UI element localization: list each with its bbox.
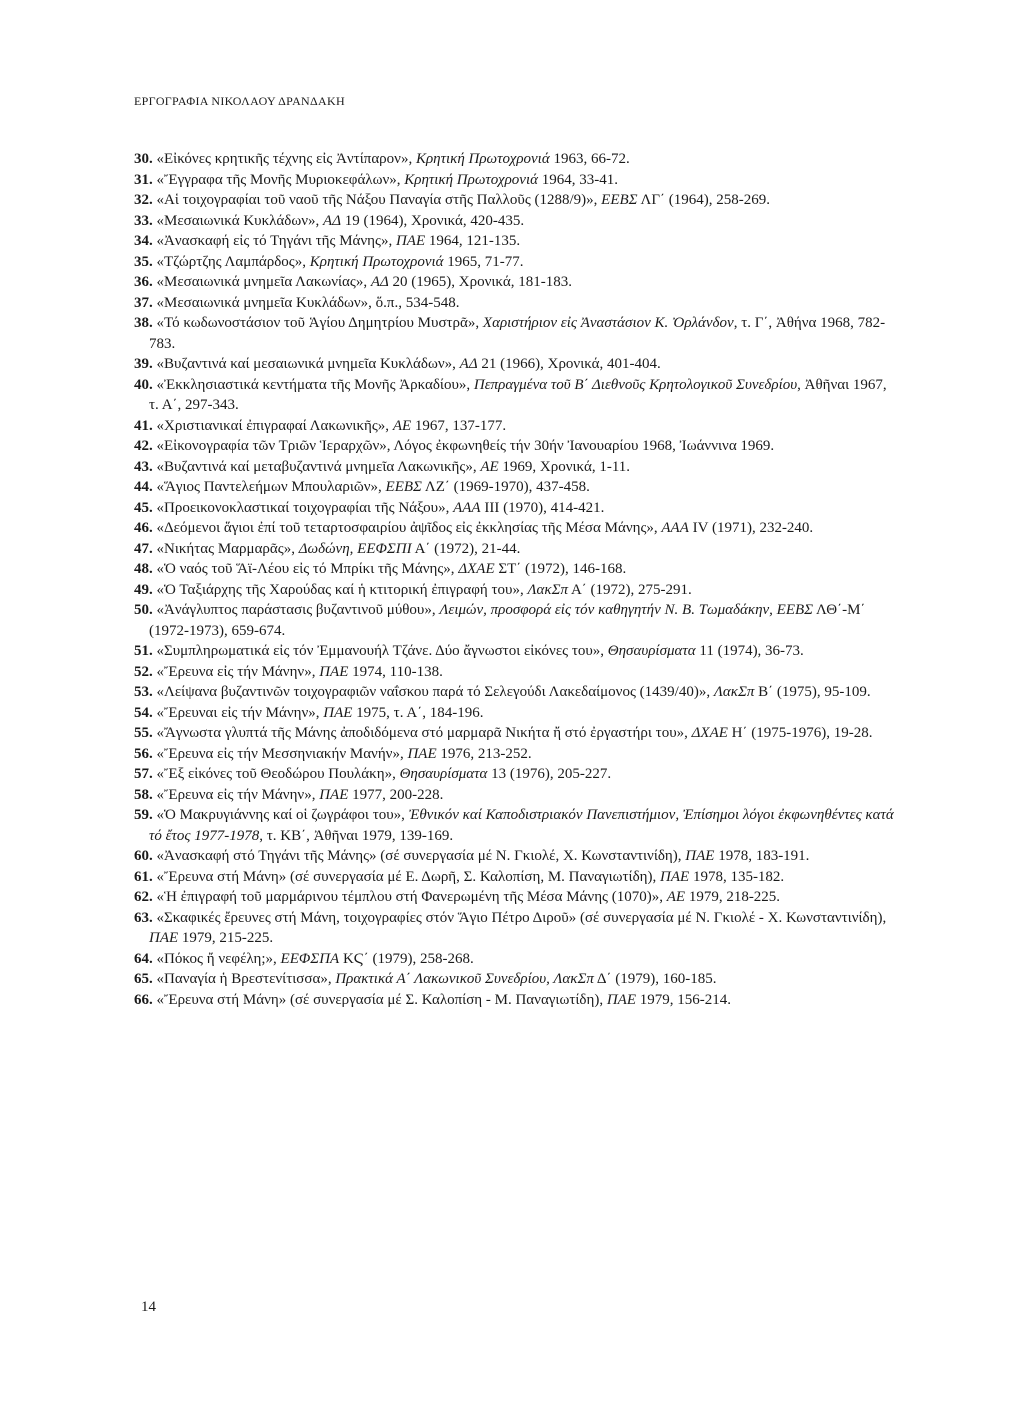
bibliography-entry	[134, 723, 894, 744]
bibliography-entry	[134, 846, 894, 867]
bibliography-entry	[134, 600, 894, 641]
bibliography-entry	[134, 272, 894, 293]
bibliography-entry	[134, 990, 894, 1011]
bibliography-entry	[134, 190, 894, 211]
entry-text: Β΄ (1975), 95-109.	[754, 684, 871, 700]
entry-text: «Ἔρευνα εἰς τήν Μεσσηνιακήν Μανήν»,	[152, 745, 408, 762]
entry-publication: ΑΕ	[666, 889, 686, 905]
entry-number: 60.	[134, 848, 153, 864]
entry-text: ΛΘ΄-Μ΄ (1972-1973), 659-674.	[149, 602, 866, 639]
entry-number: 40.	[134, 376, 153, 393]
entry-publication: ΠΑΕ	[319, 663, 349, 680]
entry-text: «Χριστιανικαί ἐπιγραφαί Λακωνικῆς»,	[152, 417, 393, 434]
entry-text: «Τό κωδωνοστάσιον τοῦ Ἁγίου Δημητρίου Μυστρᾶ»,	[152, 315, 483, 331]
entry-text: IV (1971), 232-240.	[688, 520, 814, 536]
entry-number: 62.	[134, 889, 153, 905]
bibliography-entry	[134, 703, 894, 724]
entry-text: «Ὁ ναός τοῦ Ἅϊ-Λέου εἰς τό Μπρίκι τῆς Μάνης»,	[152, 561, 459, 577]
entry-number: 63.	[134, 909, 153, 926]
entry-text: «Πόκος ἤ νεφέλη;»,	[152, 950, 281, 967]
entry-text: «Ἐκκλησιαστικά κεντήματα τῆς Μονῆς Ἀρκαδίου»,	[152, 376, 474, 393]
entry-text: Δ΄ (1979), 160-185.	[593, 971, 717, 987]
entry-text: 1964, 33-41.	[538, 171, 618, 188]
entry-number: 48.	[134, 561, 153, 577]
entry-publication: Κρητική Πρωτοχρονιά	[415, 151, 550, 167]
entry-number: 59.	[134, 807, 153, 823]
bibliography-entry	[134, 539, 894, 560]
entry-number: 54.	[134, 704, 153, 721]
bibliography-entry	[134, 969, 894, 990]
bibliography-entry	[134, 764, 894, 785]
entry-text: 1974, 110-138.	[348, 663, 443, 680]
entry-number: 31.	[134, 171, 153, 188]
entry-number: 49.	[134, 581, 153, 598]
entry-number: 39.	[134, 356, 153, 372]
entry-text: Η΄ (1975-1976), 19-28.	[727, 725, 873, 741]
entry-text: «Βυζαντινά καί μεταβυζαντινά μνημεῖα Λακωνικῆς»,	[152, 458, 481, 475]
entry-text: 1965, 71-77.	[443, 253, 524, 270]
entry-text: ΛΓ΄ (1964), 258-269.	[637, 192, 771, 208]
entry-text: «Ἀνασκαφή στό Τηγάνι τῆς Μάνης» (σέ συνεργασία μέ Ν. Γκιολέ, Χ. Κωνσταντινίδη),	[152, 848, 686, 864]
entry-number: 37.	[134, 294, 153, 311]
entry-publication: Χαριστήριον εἰς Ἀναστάσιον Κ. Ὀρλάνδον	[482, 315, 734, 331]
entry-text: 1976, 213-252.	[436, 745, 532, 762]
entry-number: 51.	[134, 643, 153, 659]
bibliography-entry	[134, 436, 894, 457]
entry-publication: Κρητική Πρωτοχρονιά	[309, 253, 444, 270]
entry-publication: ΑΔ	[370, 274, 389, 290]
bibliography-entry	[134, 805, 894, 846]
entry-text: ΣΤ΄ (1972), 146-168.	[494, 561, 627, 577]
entry-text: «Τζώρτζης Λαμπάρδος»,	[152, 253, 310, 270]
entry-text: ΚϚ΄ (1979), 258-268.	[339, 950, 474, 967]
bibliography-entry	[134, 252, 894, 273]
entry-text: 1978, 183-191.	[714, 848, 810, 864]
bibliography-entry	[134, 416, 894, 437]
entry-text: 1979, 215-225.	[178, 930, 274, 946]
bibliography-entry	[134, 375, 894, 416]
entry-text: 1969, Χρονικά, 1-11.	[498, 458, 631, 475]
entry-text: «Προεικονοκλαστικαί τοιχογραφίαι τῆς Νάξου»,	[152, 499, 454, 516]
entry-publication: ΕΕΦΣΠΑ	[280, 950, 340, 967]
bibliography-entry	[134, 170, 894, 191]
entry-text: Α΄ (1972), 275-291.	[568, 581, 692, 598]
entry-text: III (1970), 414-421.	[480, 499, 605, 516]
entry-text: «Ἔρευνα εἰς τήν Μάνην»,	[152, 663, 320, 680]
bibliography-entry	[134, 949, 894, 970]
entry-publication: ΠΑΕ	[323, 704, 353, 721]
bibliography-entry	[134, 211, 894, 232]
bibliography-entry	[134, 149, 894, 170]
entry-text: 21 (1966), Χρονικά, 401-404.	[477, 356, 661, 372]
entry-text: 1963, 66-72.	[549, 151, 630, 167]
entry-text: 1977, 200-228.	[348, 786, 444, 803]
entry-text: «Εἰκόνες κρητικῆς τέχνης εἰς Ἀντίπαρον»,	[152, 151, 416, 167]
bibliography-entry	[134, 580, 894, 601]
entry-text: «Ἔρευνα στή Μάνη» (σέ συνεργασία μέ Σ. Καλοπίση - Μ. Παναγιωτίδη),	[152, 991, 607, 1008]
entry-publication: Δωδώνη, ΕΕΦΣΠΙ	[298, 540, 412, 557]
entry-publication: ΑΕ	[480, 458, 499, 475]
entry-number: 64.	[134, 950, 153, 967]
entry-publication: Θησαυρίσματα	[607, 643, 696, 659]
entry-publication: ΕΕΒΣ	[385, 479, 422, 495]
entry-text: «Ἔρευναι εἰς τήν Μάνην»,	[152, 704, 324, 721]
entry-text: 1979, 156-214.	[636, 991, 731, 1008]
entry-text: «Συμπληρωματικά εἰς τόν Ἐμμανουήλ Τζάνε. Δύο ἄγνωστοι εἰκόνες του»,	[152, 643, 608, 659]
entry-publication: ΛακΣπ	[713, 684, 755, 700]
bibliography-entry	[134, 559, 894, 580]
entry-text: , Ἀθῆναι 1967, τ. Α΄, 297-343.	[149, 376, 887, 413]
entry-text: 1975, τ. Α΄, 184-196.	[352, 704, 484, 721]
bibliography-entry	[134, 682, 894, 703]
bibliography-entry	[134, 354, 894, 375]
entry-text: «Ἡ ἐπιγραφή τοῦ μαρμάρινου τέμπλου στή Φανερωμένη τῆς Μέσα Μάνης (1070)»,	[152, 889, 667, 905]
entry-number: 42.	[134, 438, 153, 454]
bibliography-entry	[134, 477, 894, 498]
entry-publication: ΠΑΕ	[395, 233, 426, 249]
entry-text: «Μεσαιωνικά Κυκλάδων»,	[152, 212, 324, 229]
entry-number: 34.	[134, 233, 153, 249]
bibliography-entry	[134, 744, 894, 765]
entry-publication: Λειμών, προσφορά εἰς τόν καθηγητήν Ν. Β. Τωμαδάκην, ΕΕΒΣ	[439, 602, 814, 618]
bibliography-entry	[134, 908, 894, 949]
entry-publication: Ἐθνικόν καί Καποδιστριακόν Πανεπιστήμιον, Ἐπίσημοι λόγοι ἐκφωνηθέντες κατά τό ἔτος 1977-1978	[149, 807, 894, 844]
entry-publication: ΠΑΕ	[407, 745, 437, 762]
entry-text: «Εἰκονογραφία τῶν Τριῶν Ἱεραρχῶν», Λόγος ἐκφωνηθείς τήν 30ήν Ἰανουαρίου 1968, Ἰωάννινα 1969.	[152, 438, 775, 454]
bibliography-entry	[134, 293, 894, 314]
bibliography-list	[134, 149, 894, 1010]
entry-text: 1979, 218-225.	[685, 889, 781, 905]
entry-number: 66.	[134, 991, 153, 1008]
bibliography-entry	[134, 662, 894, 683]
bibliography-entry	[134, 641, 894, 662]
entry-publication: ΑΑΑ	[453, 499, 481, 516]
entry-number: 36.	[134, 274, 153, 290]
entry-text: 11 (1974), 36-73.	[695, 643, 804, 659]
entry-publication: ΑΑΑ	[661, 520, 689, 536]
entry-number: 46.	[134, 520, 153, 536]
entry-number: 47.	[134, 540, 153, 557]
entry-text: «Αἱ τοιχογραφίαι τοῦ ναοῦ τῆς Νάξου Παναγία στῆς Παλλοῦς (1288/9)»,	[152, 192, 602, 208]
entry-publication: Πρακτικά Α΄ Λακωνικοῦ Συνεδρίου, ΛακΣπ	[335, 971, 594, 987]
entry-number: 57.	[134, 766, 153, 782]
entry-number: 30.	[134, 151, 153, 167]
entry-text: 1967, 137-177.	[411, 417, 507, 434]
entry-number: 43.	[134, 458, 153, 475]
bibliography-entry	[134, 498, 894, 519]
entry-number: 44.	[134, 479, 153, 495]
entry-number: 65.	[134, 971, 153, 987]
entry-text: 19 (1964), Χρονικά, 420-435.	[341, 212, 525, 229]
entry-text: ΛΖ΄ (1969-1970), 437-458.	[421, 479, 590, 495]
entry-publication: ΠΑΕ	[319, 786, 349, 803]
entry-number: 35.	[134, 253, 153, 270]
entry-text: «Παναγία ἡ Βρεστενίτισσα»,	[152, 971, 336, 987]
entry-publication: ΠΑΕ	[660, 868, 690, 885]
entry-text: «Ἅγιος Παντελεήμων Μπουλαριῶν»,	[152, 479, 386, 495]
entry-text: «Μεσαιωνικά μνημεῖα Κυκλάδων», ὅ.π., 534-548.	[152, 294, 460, 311]
entry-text: «Ἔγγραφα τῆς Μονῆς Μυριοκεφάλων»,	[152, 171, 405, 188]
entry-text: «Ἄγνωστα γλυπτά τῆς Μάνης ἀποδιδόμενα στό μαρμαρᾶ Νικήτα ἤ στό ἐργαστήρι του»,	[152, 725, 692, 741]
entry-publication: Θησαυρίσματα	[399, 766, 488, 782]
entry-text: «Ἀνάγλυπτος παράστασις βυζαντινοῦ μύθου»,	[152, 602, 440, 618]
entry-publication: ΔΧΑΕ	[691, 725, 728, 741]
entry-number: 45.	[134, 499, 153, 516]
entry-text: «Ἔξ εἰκόνες τοῦ Θεοδώρου Πουλάκη»,	[152, 766, 400, 782]
entry-publication: Πεπραγμένα τοῦ Β΄ Διεθνοῦς Κρητολογικοῦ Συνεδρίου	[473, 376, 798, 393]
bibliography-entry	[134, 867, 894, 888]
entry-number: 61.	[134, 868, 153, 885]
entry-text: 1964, 121-135.	[425, 233, 521, 249]
entry-publication: ΑΔ	[459, 356, 478, 372]
entry-text: «Δεόμενοι ἅγιοι ἐπί τοῦ τεταρτοσφαιρίου ἀψῖδος εἰς ἐκκλησίας τῆς Μέσα Μάνης»,	[152, 520, 662, 536]
entry-text: «Σκαφικές ἔρευνες στή Μάνη, τοιχογραφίες στόν Ἅγιο Πέτρο Διροῦ» (σέ συνεργασία μέ Ν. Γκιολέ - Χ. Κωνσταντινίδη),	[152, 909, 887, 926]
bibliography-entry	[134, 231, 894, 252]
entry-text: «Ὁ Μακρυγιάννης καί οἱ ζωγράφοι του»,	[152, 807, 409, 823]
entry-publication: ΔΧΑΕ	[458, 561, 495, 577]
entry-number: 56.	[134, 745, 153, 762]
entry-number: 41.	[134, 417, 153, 434]
running-head: ΕΡΓΟΓΡΑΦΙΑ ΝΙΚΟΛΑΟΥ ΔΡΑΝΔΑΚΗ	[134, 94, 345, 108]
entry-text: «Νικήτας Μαρμαρᾶς»,	[152, 540, 299, 557]
entry-publication: ΕΕΒΣ	[601, 192, 638, 208]
entry-number: 52.	[134, 663, 153, 680]
entry-text: Α΄ (1972), 21-44.	[411, 540, 521, 557]
entry-text: «Ἔρευνα στή Μάνη» (σέ συνεργασία μέ Ε. Δωρῆ, Σ. Καλοπίση, Μ. Παναγιωτίδη),	[152, 868, 661, 885]
entry-text: 20 (1965), Χρονικά, 181-183.	[388, 274, 572, 290]
page-number: 14	[141, 1299, 156, 1315]
entry-number: 53.	[134, 684, 153, 700]
entry-number: 32.	[134, 192, 153, 208]
entry-text: «Βυζαντινά καί μεσαιωνικά μνημεῖα Κυκλάδων»,	[152, 356, 460, 372]
entry-text: «Μεσαιωνικά μνημεῖα Λακωνίας»,	[152, 274, 371, 290]
entry-text: , τ. Γ΄, Ἀθήνα 1968, 782-783.	[149, 315, 886, 352]
entry-publication: ΑΔ	[323, 212, 341, 229]
entry-publication: ΑΕ	[392, 417, 412, 434]
entry-text: «Ἀνασκαφή εἰς τό Τηγάνι τῆς Μάνης»,	[152, 233, 396, 249]
bibliography-entry	[134, 785, 894, 806]
entry-text: «Ὁ Ταξιάρχης τῆς Χαρούδας καί ἡ κτιτορική ἐπιγραφή του»,	[152, 581, 528, 598]
entry-number: 38.	[134, 315, 153, 331]
entry-publication: ΠΑΕ	[685, 848, 715, 864]
bibliography-entry	[134, 518, 894, 539]
entry-text: , τ. ΚΒ΄, Ἀθῆναι 1979, 139-169.	[259, 827, 454, 844]
entry-publication: ΠΑΕ	[606, 991, 636, 1008]
entry-publication: ΛακΣπ	[527, 581, 569, 598]
entry-text: «Ἔρευνα εἰς τήν Μάνην»,	[152, 786, 320, 803]
bibliography-entry	[134, 313, 894, 354]
entry-text: 13 (1976), 205-227.	[487, 766, 612, 782]
entry-number: 55.	[134, 725, 153, 741]
entry-publication: Κρητική Πρωτοχρονιά	[404, 171, 538, 188]
entry-number: 33.	[134, 212, 153, 229]
entry-number: 50.	[134, 602, 153, 618]
entry-text: «Λείψανα βυζαντινῶν τοιχογραφιῶν ναΐσκου παρά τό Σελεγούδι Λακεδαίμονος (1439/40)»,	[152, 684, 714, 700]
entry-publication: ΠΑΕ	[149, 930, 179, 946]
entry-number: 58.	[134, 786, 153, 803]
bibliography-entry	[134, 457, 894, 478]
entry-text: 1978, 135-182.	[689, 868, 785, 885]
bibliography-entry	[134, 887, 894, 908]
